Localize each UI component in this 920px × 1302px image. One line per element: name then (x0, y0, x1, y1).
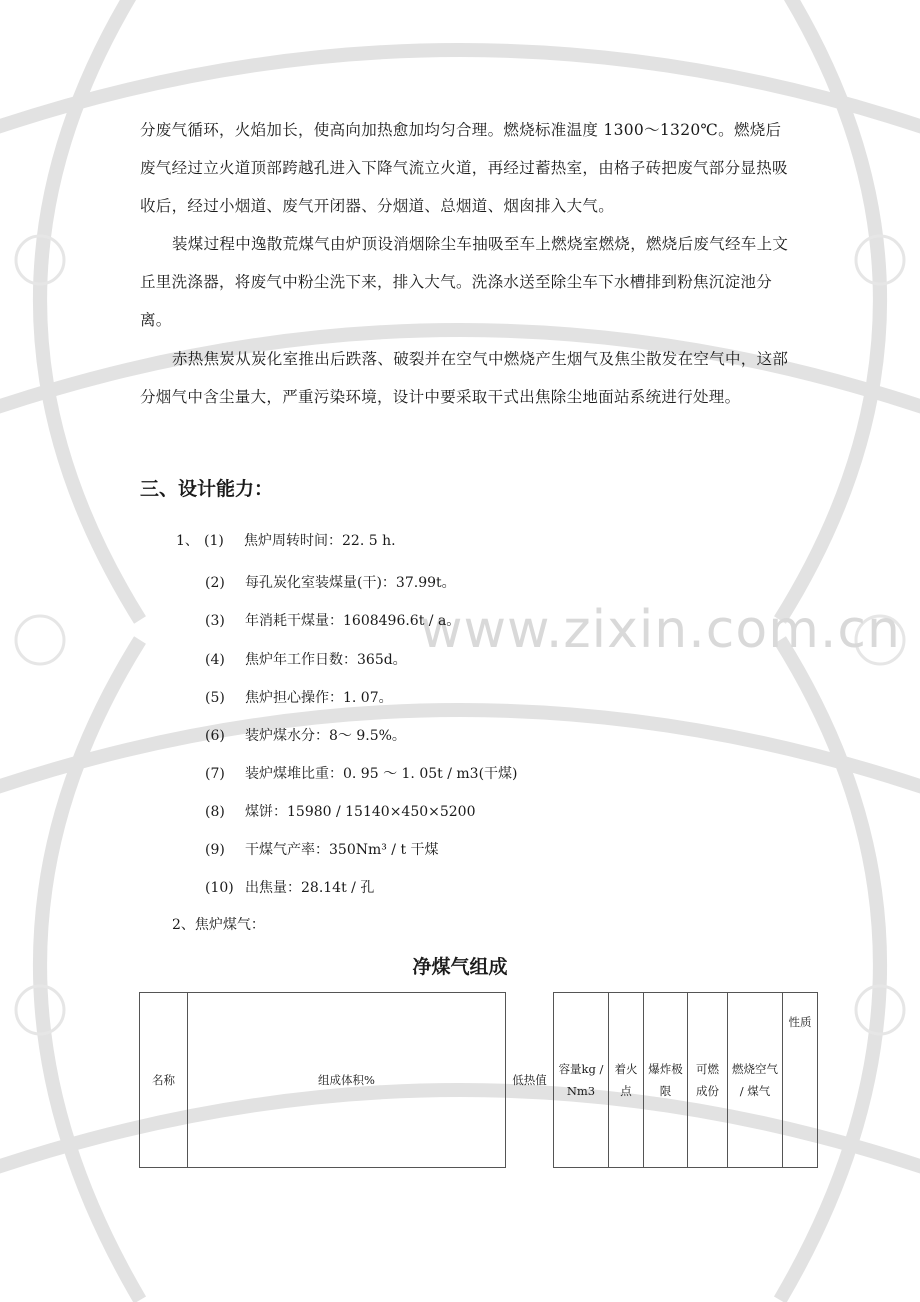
sub-heading: 2、焦炉煤气： (172, 917, 265, 933)
item-text: 出焦量：28.14t / 孔 (245, 880, 375, 896)
list-item (205, 572, 456, 592)
list-item (205, 687, 393, 707)
item-text: 煤饼：15980 / 15140×450×5200 (245, 804, 476, 820)
item-number: (10) (205, 880, 234, 896)
paragraph-2: 装煤过程中逸散荒煤气由炉顶设消烟除尘车抽吸至车上燃烧室燃烧，燃烧后废气经车上文丘里洗涤器，将废气中粉尘洗下来，排入大气。洗涤水送至除尘车下水槽排到粉焦沉淀池分离。 (140, 235, 789, 329)
header-name: 名称 (140, 993, 188, 1168)
section-heading: 三、设计能力： (140, 478, 274, 500)
item-number: (4) (205, 652, 225, 668)
list-item (205, 801, 476, 821)
item-number: (8) (205, 804, 225, 820)
header-density: 容量kg / Nm3 (554, 993, 609, 1168)
header-air-ratio: 燃烧空气 / 煤气 (728, 993, 783, 1168)
header-explosion-limit: 爆炸极限 (644, 993, 688, 1168)
list-item (205, 839, 439, 859)
item-text: 焦炉年工作日数：365d。 (245, 652, 407, 668)
paragraph-1: 分废气循环，火焰加长，使高向加热愈加均匀合理。燃烧标准温度 1300～1320℃。燃烧后废气经过立火道顶部跨越孔进入下降气流立火道，再经过蓄热室，由格子砖把废气部分显热吸收后，经过小烟道、废气开闭器、分烟道、总烟道、烟囱排入大气。 (140, 121, 788, 215)
list-item (205, 763, 518, 783)
gas-composition-table (139, 992, 818, 1168)
item-number: (9) (205, 842, 225, 858)
header-property: 性质 (783, 993, 818, 1168)
item-number: (7) (205, 766, 225, 782)
item-text: 干煤气产率：350Nm³ / t 干煤 (245, 842, 439, 858)
list-item (176, 530, 396, 550)
item-number: (5) (205, 690, 225, 706)
header-ignition: 着火点 (609, 993, 644, 1168)
list-item (205, 725, 406, 745)
list-lead: 1、 (176, 533, 199, 549)
table-title: 净煤气组成 (412, 956, 508, 978)
paragraph-3: 赤热焦炭从炭化室推出后跌落、破裂并在空气中燃烧产生烟气及焦尘散发在空气中，这部分烟气中含尘量大，严重污染环境，设计中要采取干式出焦除尘地面站系统进行处理。 (140, 350, 789, 406)
item-number: (1) (204, 533, 224, 549)
list-item (205, 877, 374, 897)
header-low-heat: 低热值 (506, 993, 554, 1168)
item-number: (6) (205, 728, 225, 744)
item-text: 年消耗干煤量：1608496.6t / a。 (245, 613, 461, 629)
item-text: 装炉煤水分：8～ 9.5%。 (245, 728, 406, 744)
item-number: (3) (205, 613, 225, 629)
list-item (205, 649, 407, 669)
item-text: 装炉煤堆比重：0. 95 ～ 1. 05t / m3(干煤) (245, 766, 518, 782)
item-text: 焦炉担心操作：1. 07。 (245, 690, 393, 706)
item-text: 每孔炭化室装煤量(干)：37.99t。 (245, 575, 456, 591)
header-composition: 组成体积% (188, 993, 506, 1168)
list-item (205, 610, 460, 630)
table-header-row (140, 993, 818, 1168)
watermark-text: www.zixin.com.cn (420, 600, 901, 660)
item-number: (2) (205, 575, 225, 591)
header-combustible: 可燃成份 (688, 993, 728, 1168)
item-text: 焦炉周转时间：22. 5 h. (244, 533, 396, 549)
